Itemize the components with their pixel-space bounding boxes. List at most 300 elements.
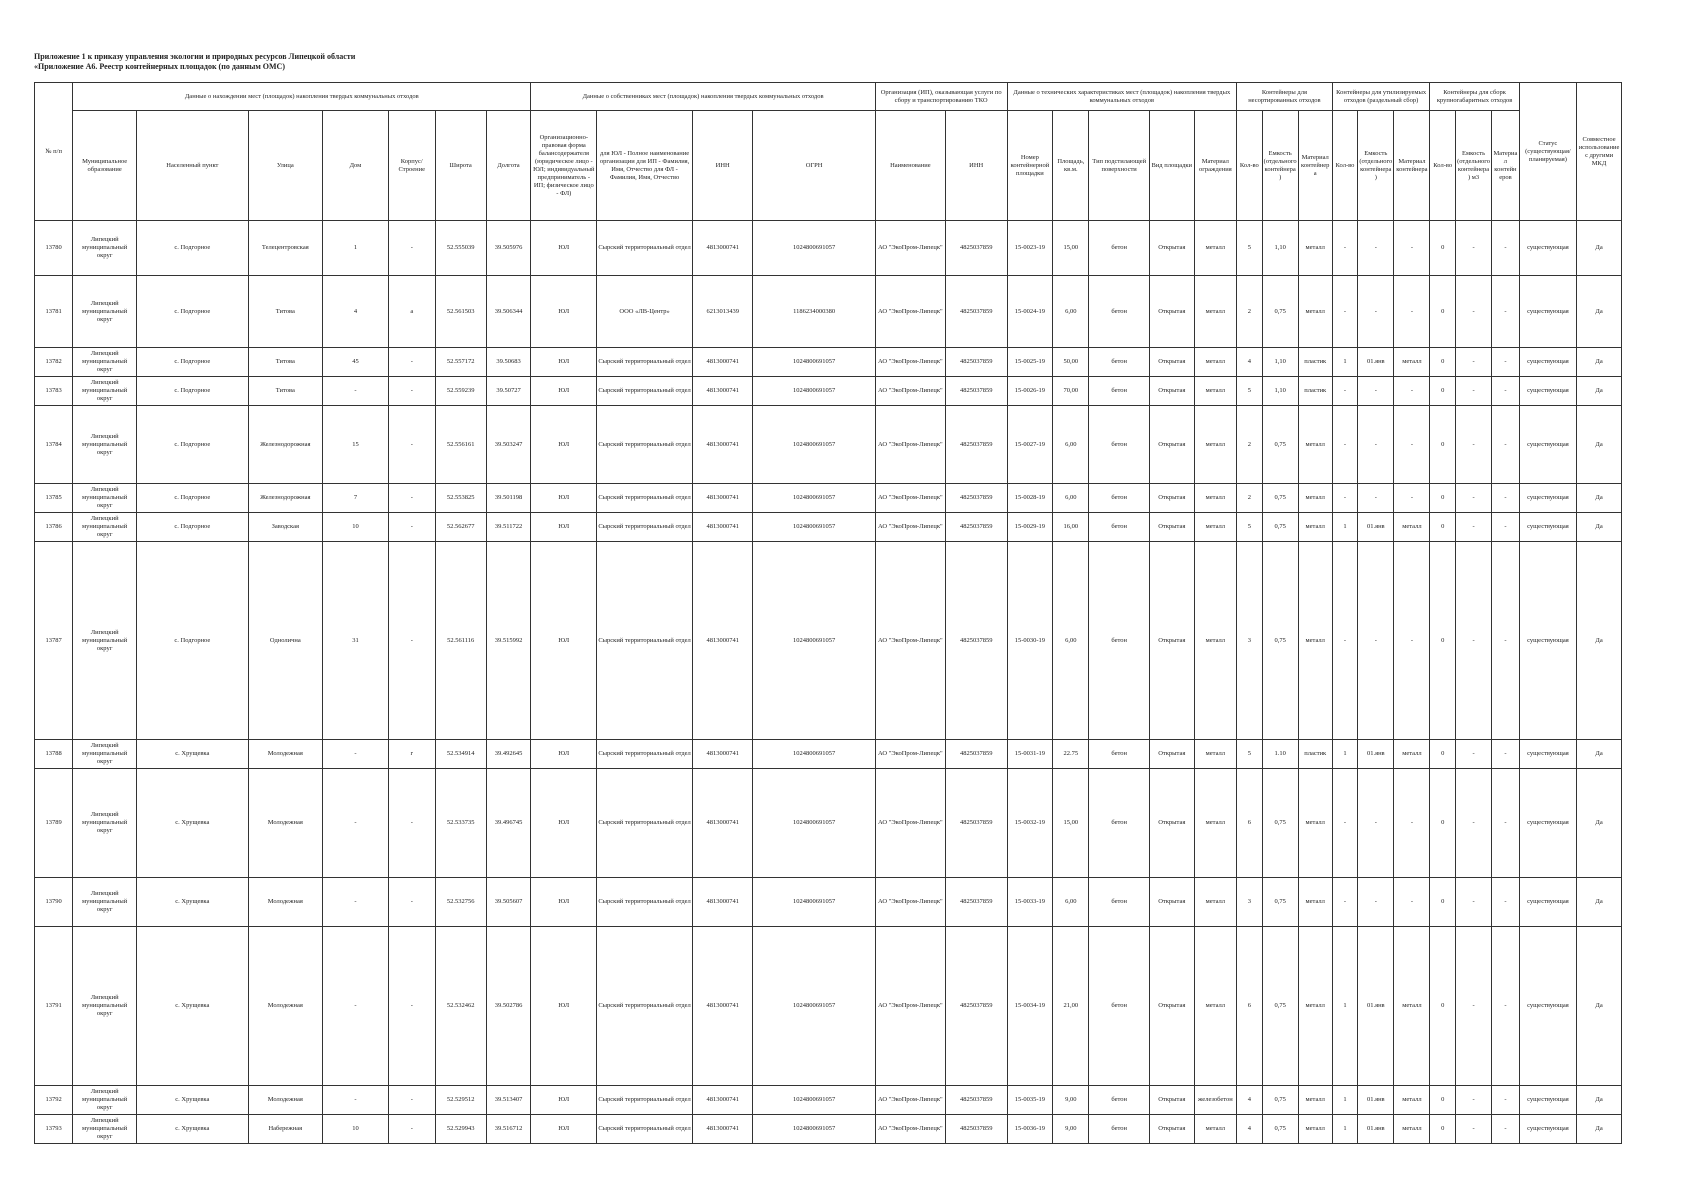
table-cell: - [323,769,389,878]
table-cell: 15-0034-19 [1007,927,1053,1086]
table-cell: 0 [1430,406,1456,484]
table-cell: 4813000741 [692,878,753,927]
table-cell: - [388,348,435,377]
table-cell: 0,75 [1262,484,1298,513]
table-cell: 52.557172 [435,348,486,377]
table-cell: - [323,740,389,769]
table-cell: 1024800691057 [753,406,875,484]
table-cell: бетон [1089,276,1150,348]
table-cell: 1,10 [1262,221,1298,276]
table-cell: пластик [1298,348,1332,377]
table-cell: 1.10 [1262,740,1298,769]
table-cell: ЮЛ [531,377,597,406]
column-header: Материал ограждения [1194,111,1237,221]
table-cell: с. Подгорное [137,276,249,348]
table-cell: бетон [1089,513,1150,542]
table-cell: - [1394,221,1430,276]
table-cell: Да [1577,542,1622,740]
table-cell: Липецкий муниципальный округ [73,1086,137,1115]
column-header: Кол-во [1332,111,1358,221]
table-cell: 13790 [35,878,73,927]
column-header: Номер контейнерной площадки [1007,111,1053,221]
table-cell: существующая [1519,878,1576,927]
table-cell: 39.505976 [486,221,531,276]
table-cell: ЮЛ [531,406,597,484]
table-cell: Липецкий муниципальный округ [73,1115,137,1144]
table-cell: 4825037859 [945,348,1007,377]
table-cell: АО "ЭкоПром-Липецк" [875,1115,945,1144]
table-cell: - [1455,878,1491,927]
table-cell: г [388,740,435,769]
table-cell: 10 [323,513,389,542]
table-cell: 4825037859 [945,878,1007,927]
table-cell: Открытая [1149,406,1194,484]
table-cell: 15-0032-19 [1007,769,1053,878]
table-cell: Сырский территориальный отдел [597,484,693,513]
table-cell: 52.561503 [435,276,486,348]
table-cell: 0 [1430,1115,1456,1144]
table-cell: бетон [1089,769,1150,878]
table-cell: с. Хрущевка [137,1086,249,1115]
table-cell: ЮЛ [531,927,597,1086]
table-cell: 39.511722 [486,513,531,542]
table-cell: 2 [1237,276,1263,348]
table-cell: - [1332,878,1358,927]
table-cell: 15-0027-19 [1007,406,1053,484]
table-cell: 6,00 [1053,878,1089,927]
column-header: для ЮЛ - Полное наименование организации для ИП - Фамилия, Имя, Отчество для ФЛ - Фамилия, Имя, Отчество [597,111,693,221]
table-cell: 5 [1237,377,1263,406]
table-cell: с. Хрущевка [137,740,249,769]
table-cell: металл [1298,221,1332,276]
table-cell: Молодежная [248,927,322,1086]
column-header: Материал контейнеров [1492,111,1520,221]
table-cell: - [1455,740,1491,769]
table-cell: 0 [1430,221,1456,276]
table-cell: существующая [1519,276,1576,348]
table-cell: - [1358,377,1394,406]
table-cell: 01.янв [1358,348,1394,377]
table-cell: 1 [1332,740,1358,769]
table-cell: существующая [1519,406,1576,484]
table-cell: 4813000741 [692,542,753,740]
table-cell: - [1455,769,1491,878]
document-title [34,52,355,72]
table-cell: металл [1298,1086,1332,1115]
table-cell: существующая [1519,740,1576,769]
table-cell: - [1394,542,1430,740]
group-unsorted: Контейнеры для несортированных отходов [1237,83,1333,111]
table-cell: существующая [1519,1086,1576,1115]
table-cell: 45 [323,348,389,377]
table-cell: 0,75 [1262,276,1298,348]
column-header: Вид площадки [1149,111,1194,221]
table-cell: АО "ЭкоПром-Липецк" [875,542,945,740]
table-cell: бетон [1089,221,1150,276]
table-cell: бетон [1089,377,1150,406]
table-cell: 13788 [35,740,73,769]
table-cell: Открытая [1149,1115,1194,1144]
table-cell: 0 [1430,927,1456,1086]
table-cell: 4 [1237,1115,1263,1144]
table-cell: 9,00 [1053,1086,1089,1115]
table-cell: 52.529512 [435,1086,486,1115]
table-cell: Да [1577,221,1622,276]
table-cell: ЮЛ [531,276,597,348]
table-cell: 0,75 [1262,878,1298,927]
table-cell: 0,75 [1262,406,1298,484]
table-cell: 0 [1430,878,1456,927]
table-cell: - [1455,542,1491,740]
table-cell: Липецкий муниципальный округ [73,377,137,406]
table-cell: 52.534914 [435,740,486,769]
table-cell: - [388,927,435,1086]
table-cell: Да [1577,276,1622,348]
table-cell: Титова [248,377,322,406]
table-cell: 13789 [35,769,73,878]
table-cell: Титова [248,348,322,377]
group-owner: Данные о собственниках мест (площадок) накопления твердых коммунальных отходов [531,83,875,111]
table-cell: - [323,377,389,406]
table-cell: Открытая [1149,276,1194,348]
table-cell: Молодежная [248,740,322,769]
table-cell: Сырский территориальный отдел [597,377,693,406]
table-cell: Липецкий муниципальный округ [73,513,137,542]
table-cell: 1024800691057 [753,513,875,542]
table-cell: 39.516712 [486,1115,531,1144]
table-cell: 1186234000380 [753,276,875,348]
table-cell: 13780 [35,221,73,276]
table-cell: металл [1394,513,1430,542]
table-cell: металл [1194,348,1237,377]
table-cell: бетон [1089,484,1150,513]
table-cell: 4825037859 [945,406,1007,484]
table-cell: Открытая [1149,513,1194,542]
table-cell: 15,00 [1053,221,1089,276]
table-cell: Открытая [1149,927,1194,1086]
table-cell: АО "ЭкоПром-Липецк" [875,927,945,1086]
table-cell: 52.556161 [435,406,486,484]
table-cell: металл [1298,513,1332,542]
table-cell: 1024800691057 [753,377,875,406]
table-cell: АО "ЭкоПром-Липецк" [875,348,945,377]
table-cell: 01.янв [1358,1115,1394,1144]
table-cell: 4825037859 [945,740,1007,769]
table-cell: АО "ЭкоПром-Липецк" [875,878,945,927]
column-header: Населенный пункт [137,111,249,221]
table-cell: 0 [1430,740,1456,769]
table-cell: 0 [1430,377,1456,406]
table-cell: 3 [1237,542,1263,740]
table-cell: бетон [1089,542,1150,740]
table-cell: Сырский территориальный отдел [597,406,693,484]
table-cell: 1024800691057 [753,927,875,1086]
table-cell: - [1358,878,1394,927]
table-cell: Сырский территориальный отдел [597,513,693,542]
table-cell: 0,75 [1262,769,1298,878]
column-header: Муниципальное образование [73,111,137,221]
table-cell: - [388,878,435,927]
table-cell: 4825037859 [945,221,1007,276]
table-cell: 6 [1237,769,1263,878]
table-cell: - [1455,348,1491,377]
table-row [35,740,1622,769]
table-cell: 1024800691057 [753,1086,875,1115]
table-cell: Да [1577,769,1622,878]
table-cell: металл [1194,484,1237,513]
table-cell: 31 [323,542,389,740]
table-cell: 0,75 [1262,542,1298,740]
table-cell: с. Хрущевка [137,927,249,1086]
table-cell: - [1394,377,1430,406]
table-cell: металл [1194,878,1237,927]
table-cell: железобетон [1194,1086,1237,1115]
table-cell: 39.515992 [486,542,531,740]
table-cell: Набережная [248,1115,322,1144]
table-cell: существующая [1519,927,1576,1086]
table-cell: - [1455,927,1491,1086]
title-line-1: Приложение 1 к приказу управления экологии и природных ресурсов Липецкой области [34,52,356,61]
table-cell: ЮЛ [531,769,597,878]
table-cell: 4825037859 [945,1115,1007,1144]
table-cell: существующая [1519,542,1576,740]
table-cell: - [1492,1115,1520,1144]
table-cell: Липецкий муниципальный округ [73,878,137,927]
table-cell: 0 [1430,484,1456,513]
table-cell: ЮЛ [531,878,597,927]
table-cell: Сырский территориальный отдел [597,221,693,276]
table-cell: Титова [248,276,322,348]
table-cell: - [388,769,435,878]
table-cell: 52.555039 [435,221,486,276]
table-cell: бетон [1089,1115,1150,1144]
column-header: Долгота [486,111,531,221]
table-cell: АО "ЭкоПром-Липецк" [875,276,945,348]
table-cell: 1,10 [1262,348,1298,377]
table-cell: АО "ЭкоПром-Липецк" [875,1086,945,1115]
group-location: Данные о нахождении мест (площадок) накопления твердых коммунальных отходов [73,83,531,111]
table-cell: - [1332,542,1358,740]
table-cell: Открытая [1149,878,1194,927]
table-cell: 13781 [35,276,73,348]
table-cell: 1024800691057 [753,1115,875,1144]
table-cell: Железнодорожная [248,406,322,484]
table-cell: Железнодорожная [248,484,322,513]
table-cell: 01.янв [1358,513,1394,542]
table-cell: с. Подгорное [137,377,249,406]
table-cell: металл [1394,740,1430,769]
table-row [35,1115,1622,1144]
table-cell: 6,00 [1053,406,1089,484]
table-cell: 1024800691057 [753,878,875,927]
table-cell: 4825037859 [945,1086,1007,1115]
table-cell: АО "ЭкоПром-Липецк" [875,406,945,484]
table-cell: 4813000741 [692,1115,753,1144]
table-cell: - [323,1086,389,1115]
table-cell: 39.492645 [486,740,531,769]
table-cell: 4825037859 [945,276,1007,348]
table-cell: Сырский территориальный отдел [597,740,693,769]
table-cell: Да [1577,878,1622,927]
table-cell: Сырский территориальный отдел [597,769,693,878]
table-cell: 5 [1237,513,1263,542]
column-header: Емкость (отдельного контейнера) [1262,111,1298,221]
table-cell: 13785 [35,484,73,513]
table-cell: - [323,878,389,927]
column-header: Улица [248,111,322,221]
table-cell: 4813000741 [692,377,753,406]
table-cell: 13786 [35,513,73,542]
table-cell: 1 [1332,348,1358,377]
column-header: Материал контейнера [1394,111,1430,221]
table-cell: АО "ЭкоПром-Липецк" [875,221,945,276]
table-cell: 0 [1430,276,1456,348]
table-cell: 4813000741 [692,769,753,878]
table-cell: 1024800691057 [753,542,875,740]
table-cell: - [1394,484,1430,513]
table-cell: Молодежная [248,878,322,927]
table-cell: металл [1194,276,1237,348]
column-header: ИНН [692,111,753,221]
table-cell: Липецкий муниципальный округ [73,221,137,276]
table-cell: 0 [1430,348,1456,377]
table-cell: ЮЛ [531,221,597,276]
table-cell: Липецкий муниципальный округ [73,542,137,740]
table-cell: 1024800691057 [753,769,875,878]
table-cell: Липецкий муниципальный округ [73,484,137,513]
table-cell: 2 [1237,406,1263,484]
column-header: Корпус/Строение [388,111,435,221]
table-cell: 4813000741 [692,513,753,542]
table-cell: 9,00 [1053,1115,1089,1144]
table-cell: 1024800691057 [753,484,875,513]
table-cell: Сырский территориальный отдел [597,542,693,740]
table-cell: 15-0036-19 [1007,1115,1053,1144]
table-cell: 4813000741 [692,484,753,513]
column-header: Материал контейнера [1298,111,1332,221]
table-cell: - [1492,406,1520,484]
table-cell: 3 [1237,878,1263,927]
table-cell: - [1455,406,1491,484]
table-cell: 39.513407 [486,1086,531,1115]
column-header: Кол-во [1430,111,1456,221]
table-cell: - [1492,221,1520,276]
table-cell: - [1455,377,1491,406]
table-cell: металл [1194,769,1237,878]
table-cell: - [1394,406,1430,484]
table-row [35,221,1622,276]
table-cell: АО "ЭкоПром-Липецк" [875,484,945,513]
table-cell: металл [1194,542,1237,740]
table-cell: 52.559239 [435,377,486,406]
table-cell: 13782 [35,348,73,377]
group-tech: Данные о технических характеристиках мест (площадок) накопления твердых коммунальных отходов [1007,83,1237,111]
table-cell: - [1455,1086,1491,1115]
table-cell: ЮЛ [531,1115,597,1144]
table-cell: металл [1194,406,1237,484]
table-cell: 15-0026-19 [1007,377,1053,406]
table-cell: 5 [1237,740,1263,769]
table-cell: 1,10 [1262,377,1298,406]
table-cell: Однолична [248,542,322,740]
table-cell: с. Подгорное [137,221,249,276]
group-recycled: Контейнеры для утилизируемых отходов (раздельный сбор) [1332,83,1430,111]
header-num: № п/п [35,83,73,221]
table-cell: 13791 [35,927,73,1086]
table-cell: 0 [1430,513,1456,542]
table-cell: с. Подгорное [137,406,249,484]
table-cell: Липецкий муниципальный округ [73,406,137,484]
table-cell: Да [1577,484,1622,513]
table-cell: - [388,377,435,406]
table-cell: металл [1194,377,1237,406]
table-cell: 1 [1332,513,1358,542]
table-cell: 13784 [35,406,73,484]
table-cell: 15-0029-19 [1007,513,1053,542]
table-cell: металл [1298,406,1332,484]
table-cell: 5 [1237,221,1263,276]
table-cell: Молодежная [248,1086,322,1115]
registry-table [34,82,1622,1144]
table-cell: бетон [1089,740,1150,769]
table-cell: 39.506344 [486,276,531,348]
table-cell: 15 [323,406,389,484]
table-cell: 1 [1332,927,1358,1086]
table-cell: - [1358,406,1394,484]
table-cell: - [1332,377,1358,406]
column-header: Емкость (отдельного контейнера) [1358,111,1394,221]
table-cell: 21,00 [1053,927,1089,1086]
table-cell: 1 [1332,1086,1358,1115]
table-cell: 4813000741 [692,348,753,377]
table-cell: Сырский территориальный отдел [597,878,693,927]
table-cell: ЮЛ [531,484,597,513]
table-cell: металл [1194,927,1237,1086]
table-cell: существующая [1519,348,1576,377]
table-cell: - [1492,1086,1520,1115]
table-cell: 6 [1237,927,1263,1086]
table-cell: - [1332,221,1358,276]
table-cell: 0,75 [1262,1086,1298,1115]
table-cell: бетон [1089,878,1150,927]
table-cell: - [1358,769,1394,878]
table-cell: 10 [323,1115,389,1144]
table-cell: - [1492,484,1520,513]
table-cell: 4825037859 [945,769,1007,878]
table-cell: пластик [1298,377,1332,406]
table-cell: 4813000741 [692,221,753,276]
table-cell: Молодежная [248,769,322,878]
column-header: Площадь, кв.м. [1053,111,1089,221]
table-cell: металл [1298,542,1332,740]
table-cell: АО "ЭкоПром-Липецк" [875,377,945,406]
table-cell: 4813000741 [692,406,753,484]
table-cell: Открытая [1149,484,1194,513]
table-cell: Да [1577,1086,1622,1115]
table-cell: бетон [1089,348,1150,377]
table-cell: существующая [1519,484,1576,513]
table-cell: ЮЛ [531,348,597,377]
table-cell: 22.75 [1053,740,1089,769]
table-cell: с. Подгорное [137,348,249,377]
table-cell: 39.501198 [486,484,531,513]
table-row [35,878,1622,927]
table-cell: Сырский территориальный отдел [597,1086,693,1115]
column-header: Широта [435,111,486,221]
table-cell: Да [1577,406,1622,484]
table-cell: металл [1194,740,1237,769]
table-cell: АО "ЭкоПром-Липецк" [875,513,945,542]
